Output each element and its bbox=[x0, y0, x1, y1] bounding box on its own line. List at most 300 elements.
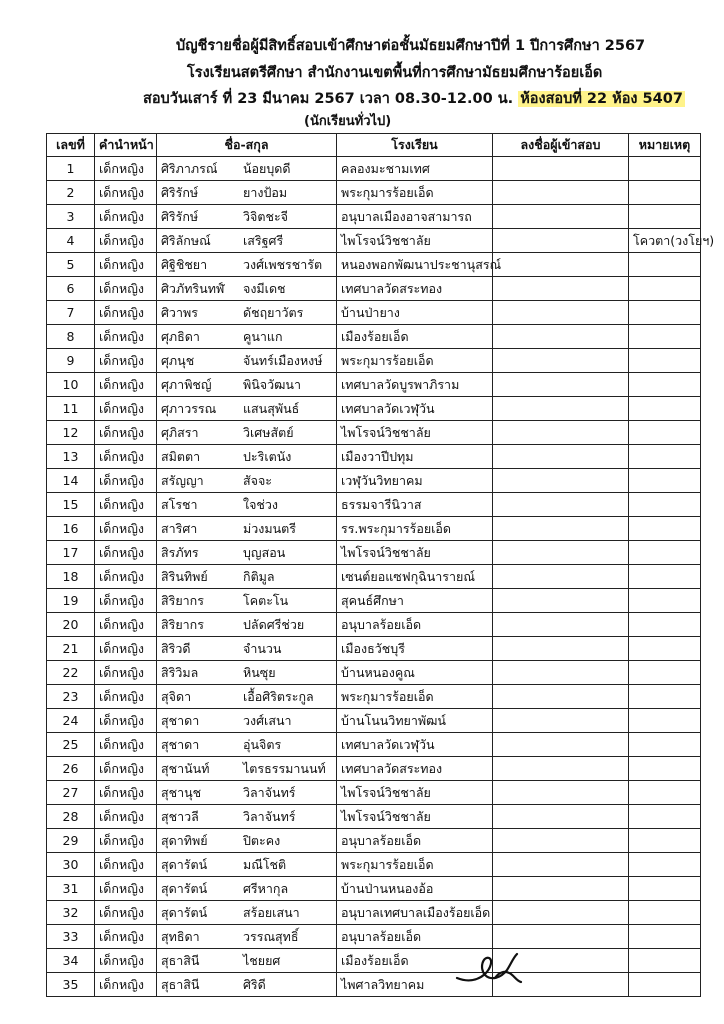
cell-school: ไพโรจน์วิชชาลัย bbox=[337, 421, 493, 445]
cell-school: อนุบาลร้อยเอ็ด bbox=[337, 925, 493, 949]
cell-prefix: เด็กหญิง bbox=[95, 421, 157, 445]
last-name: กิติมูล bbox=[243, 568, 275, 584]
col-header-prefix: คำนำหน้า bbox=[95, 134, 157, 157]
cell-note bbox=[629, 901, 701, 925]
cell-note bbox=[629, 421, 701, 445]
table-row bbox=[47, 277, 701, 301]
cell-no: 4 bbox=[47, 229, 95, 253]
cell-name bbox=[157, 493, 337, 517]
first-name: ศิริลักษณ์ bbox=[161, 232, 211, 248]
table-row bbox=[47, 565, 701, 589]
table-header-row bbox=[47, 134, 701, 157]
table-row bbox=[47, 973, 701, 997]
last-name: ปลัดศรีช่วย bbox=[243, 616, 305, 632]
last-name: จงมีเดช bbox=[243, 280, 286, 296]
cell-school: เทศบาลวัดสระทอง bbox=[337, 757, 493, 781]
cell-name bbox=[157, 901, 337, 925]
cell-note bbox=[629, 541, 701, 565]
last-name: ไตรธรรมานนท์ bbox=[243, 760, 326, 776]
cell-prefix: เด็กหญิง bbox=[95, 445, 157, 469]
col-header-name: ชื่อ-สกุล bbox=[157, 134, 337, 157]
handwritten-signature bbox=[455, 948, 525, 988]
cell-note bbox=[629, 829, 701, 853]
cell-note bbox=[629, 469, 701, 493]
cell-prefix: เด็กหญิง bbox=[95, 397, 157, 421]
last-name: ใจช่วง bbox=[243, 496, 279, 512]
cell-school: บ้านป่ายาง bbox=[337, 301, 493, 325]
cell-school: อนุบาลเทศบาลเมืองร้อยเอ็ด bbox=[337, 901, 493, 925]
cell-name bbox=[157, 397, 337, 421]
cell-note bbox=[629, 733, 701, 757]
cell-name bbox=[157, 469, 337, 493]
cell-sign bbox=[493, 373, 629, 397]
cell-prefix: เด็กหญิง bbox=[95, 229, 157, 253]
cell-note bbox=[629, 949, 701, 973]
cell-prefix: เด็กหญิง bbox=[95, 301, 157, 325]
document-title: บัญชีรายชื่อผู้มีสิทธิ์สอบเข้าศึกษาต่อชั้นมัธยมศึกษาปีที่ 1 ปีการศึกษา 2567 bbox=[176, 38, 646, 54]
cell-prefix: เด็กหญิง bbox=[95, 205, 157, 229]
first-name: สุธาสินี bbox=[161, 976, 200, 992]
cell-no: 11 bbox=[47, 397, 95, 421]
cell-note bbox=[629, 205, 701, 229]
cell-name bbox=[157, 205, 337, 229]
cell-no: 10 bbox=[47, 373, 95, 397]
cell-school: ธรรมจารีนิวาส bbox=[337, 493, 493, 517]
cell-note bbox=[629, 565, 701, 589]
last-name: วรรณสุทธิ์ bbox=[243, 928, 299, 944]
cell-name bbox=[157, 349, 337, 373]
cell-name bbox=[157, 805, 337, 829]
last-name: ศรีหากุล bbox=[243, 880, 289, 896]
cell-no: 3 bbox=[47, 205, 95, 229]
first-name: ศุภนุช bbox=[161, 352, 195, 368]
first-name: สมิตตา bbox=[161, 448, 201, 464]
first-name: ศิวาพร bbox=[161, 304, 198, 320]
cell-school: ไพโรจน์วิชชาลัย bbox=[337, 805, 493, 829]
cell-note bbox=[629, 349, 701, 373]
cell-sign bbox=[493, 349, 629, 373]
cell-sign bbox=[493, 613, 629, 637]
col-header-sign: ลงชื่อผู้เข้าสอบ bbox=[493, 134, 629, 157]
cell-note bbox=[629, 877, 701, 901]
cell-school: อนุบาลร้อยเอ็ด bbox=[337, 829, 493, 853]
cell-note bbox=[629, 589, 701, 613]
cell-sign bbox=[493, 661, 629, 685]
cell-school: พระกุมารร้อยเอ็ด bbox=[337, 349, 493, 373]
cell-school: บ้านป่านหนองอ้อ bbox=[337, 877, 493, 901]
table-row bbox=[47, 805, 701, 829]
cell-name bbox=[157, 445, 337, 469]
table-row bbox=[47, 397, 701, 421]
cell-no: 31 bbox=[47, 877, 95, 901]
cell-no: 24 bbox=[47, 709, 95, 733]
col-header-note: หมายเหตุ bbox=[629, 134, 701, 157]
cell-school: คลองมะชามเทศ bbox=[337, 157, 493, 181]
last-name: บุญสอน bbox=[243, 544, 286, 560]
cell-sign bbox=[493, 805, 629, 829]
first-name: สุจิดา bbox=[161, 688, 192, 704]
cell-school: อนุบาลร้อยเอ็ด bbox=[337, 613, 493, 637]
cell-sign bbox=[493, 421, 629, 445]
table-row bbox=[47, 709, 701, 733]
last-name: วิจิตชะจี bbox=[243, 208, 288, 224]
cell-school: พระกุมารร้อยเอ็ด bbox=[337, 853, 493, 877]
cell-sign bbox=[493, 565, 629, 589]
cell-no: 1 bbox=[47, 157, 95, 181]
cell-note bbox=[629, 781, 701, 805]
last-name: วิเศษสัตย์ bbox=[243, 424, 294, 440]
cell-sign bbox=[493, 877, 629, 901]
cell-school: อนุบาลเมืองอาจสามารถ bbox=[337, 205, 493, 229]
cell-prefix: เด็กหญิง bbox=[95, 349, 157, 373]
cell-prefix: เด็กหญิง bbox=[95, 949, 157, 973]
table-row bbox=[47, 229, 701, 253]
cell-name bbox=[157, 949, 337, 973]
cell-sign bbox=[493, 253, 629, 277]
table-row bbox=[47, 733, 701, 757]
last-name: ปะริเตนัง bbox=[243, 448, 292, 464]
cell-school: ไพโรจน์วิชชาลัย bbox=[337, 541, 493, 565]
first-name: สุดาทิพย์ bbox=[161, 832, 208, 848]
first-name: ศิฐิชิชยา bbox=[161, 256, 208, 272]
cell-prefix: เด็กหญิง bbox=[95, 517, 157, 541]
first-name: สุชานุช bbox=[161, 784, 202, 800]
cell-no: 15 bbox=[47, 493, 95, 517]
last-name: คูนาแก bbox=[243, 328, 283, 344]
cell-note bbox=[629, 685, 701, 709]
cell-prefix: เด็กหญิง bbox=[95, 733, 157, 757]
first-name: สิริยากร bbox=[161, 592, 204, 608]
last-name: วงศ์เสนา bbox=[243, 712, 292, 728]
last-name: ม่วงมนตรี bbox=[243, 520, 296, 536]
cell-name bbox=[157, 229, 337, 253]
cell-sign bbox=[493, 925, 629, 949]
first-name: สุธาสินี bbox=[161, 952, 200, 968]
cell-sign bbox=[493, 469, 629, 493]
cell-note bbox=[629, 757, 701, 781]
last-name: ปิตะคง bbox=[243, 832, 281, 848]
cell-name bbox=[157, 829, 337, 853]
last-name: หินซุย bbox=[243, 664, 276, 680]
cell-school: ไพศาลวิทยาคม bbox=[337, 973, 493, 997]
cell-name bbox=[157, 277, 337, 301]
cell-school: เมืองธวัชบุรี bbox=[337, 637, 493, 661]
cell-note bbox=[629, 637, 701, 661]
cell-note bbox=[629, 373, 701, 397]
cell-name bbox=[157, 565, 337, 589]
cell-school: เซนต์ยอแซฟกุฉินารายณ์ bbox=[337, 565, 493, 589]
cell-prefix: เด็กหญิง bbox=[95, 901, 157, 925]
table-row bbox=[47, 181, 701, 205]
cell-sign bbox=[493, 325, 629, 349]
first-name: ศุภิสรา bbox=[161, 424, 199, 440]
first-name: สิรินทิพย์ bbox=[161, 568, 208, 584]
cell-no: 5 bbox=[47, 253, 95, 277]
table-row bbox=[47, 541, 701, 565]
cell-name bbox=[157, 253, 337, 277]
first-name: สโรชา bbox=[161, 496, 198, 512]
last-name: น้อยบุดดี bbox=[243, 160, 291, 176]
cell-name bbox=[157, 781, 337, 805]
cell-prefix: เด็กหญิง bbox=[95, 973, 157, 997]
cell-name bbox=[157, 421, 337, 445]
cell-prefix: เด็กหญิง bbox=[95, 469, 157, 493]
cell-prefix: เด็กหญิง bbox=[95, 157, 157, 181]
cell-note bbox=[629, 805, 701, 829]
last-name: วิลาจันทร์ bbox=[243, 808, 296, 824]
cell-school: บ้านหนองคูณ bbox=[337, 661, 493, 685]
cell-school: รร.พระกุมารร้อยเอ็ด bbox=[337, 517, 493, 541]
last-name: โคตะโน bbox=[243, 592, 289, 608]
last-name: วิลาจันทร์ bbox=[243, 784, 296, 800]
cell-note bbox=[629, 445, 701, 469]
exam-date-time: สอบวันเสาร์ ที่ 23 มีนาคม 2567 เวลา 08.30-12.00 น. bbox=[143, 91, 514, 107]
last-name: สร้อยเสนา bbox=[243, 904, 300, 920]
last-name: พินิจวัฒนา bbox=[243, 376, 301, 392]
cell-no: 7 bbox=[47, 301, 95, 325]
cell-no: 26 bbox=[47, 757, 95, 781]
cell-name bbox=[157, 613, 337, 637]
cell-prefix: เด็กหญิง bbox=[95, 877, 157, 901]
cell-note bbox=[629, 925, 701, 949]
cell-sign bbox=[493, 397, 629, 421]
cell-sign bbox=[493, 541, 629, 565]
table-row bbox=[47, 757, 701, 781]
table-row bbox=[47, 469, 701, 493]
exam-schedule bbox=[143, 89, 685, 109]
cell-school: เมืองร้อยเอ็ด bbox=[337, 949, 493, 973]
last-name: ศิริดี bbox=[243, 976, 266, 992]
cell-name bbox=[157, 517, 337, 541]
cell-sign bbox=[493, 733, 629, 757]
cell-no: 8 bbox=[47, 325, 95, 349]
cell-prefix: เด็กหญิง bbox=[95, 541, 157, 565]
cell-sign bbox=[493, 205, 629, 229]
first-name: สุดารัตน์ bbox=[161, 880, 208, 896]
cell-sign bbox=[493, 829, 629, 853]
roster-body bbox=[47, 157, 715, 997]
last-name: ดัชฤยาวัตร bbox=[243, 304, 304, 320]
cell-sign bbox=[493, 445, 629, 469]
cell-sign bbox=[493, 157, 629, 181]
cell-note bbox=[629, 661, 701, 685]
cell-no: 34 bbox=[47, 949, 95, 973]
cell-school: ไพโรจน์วิชชาลัย bbox=[337, 229, 493, 253]
first-name: สาริศา bbox=[161, 520, 198, 536]
cell-school: เทศบาลวัดบูรพาภิราม bbox=[337, 373, 493, 397]
table-row bbox=[47, 373, 701, 397]
cell-name bbox=[157, 589, 337, 613]
cell-school: เทศบาลวัดสระทอง bbox=[337, 277, 493, 301]
cell-name bbox=[157, 709, 337, 733]
cell-no: 9 bbox=[47, 349, 95, 373]
table-row bbox=[47, 517, 701, 541]
cell-no: 20 bbox=[47, 613, 95, 637]
first-name: ศิริรักษ์ bbox=[161, 208, 199, 224]
cell-note bbox=[629, 709, 701, 733]
cell-sign bbox=[493, 229, 629, 253]
cell-school: เวฬุวันวิทยาคม bbox=[337, 469, 493, 493]
table-row bbox=[47, 781, 701, 805]
cell-no: 6 bbox=[47, 277, 95, 301]
cell-sign bbox=[493, 901, 629, 925]
table-row bbox=[47, 685, 701, 709]
first-name: สุดารัตน์ bbox=[161, 904, 208, 920]
cell-name bbox=[157, 925, 337, 949]
cell-school: หนองพอกพัฒนาประชานุสรณ์ bbox=[337, 253, 493, 277]
col-header-no: เลขที่ bbox=[47, 134, 95, 157]
cell-name bbox=[157, 733, 337, 757]
cell-prefix: เด็กหญิง bbox=[95, 565, 157, 589]
cell-name bbox=[157, 181, 337, 205]
school-name: โรงเรียนสตรีศึกษา สำนักงานเขตพื้นที่การศึกษามัธยมศึกษาร้อยเอ็ด bbox=[187, 65, 603, 81]
first-name: ศุภธิดา bbox=[161, 328, 200, 344]
table-row bbox=[47, 157, 701, 181]
cell-prefix: เด็กหญิง bbox=[95, 781, 157, 805]
cell-note bbox=[629, 181, 701, 205]
cell-school: เทศบาลวัดเวฬุวัน bbox=[337, 733, 493, 757]
table-row bbox=[47, 301, 701, 325]
cell-name bbox=[157, 637, 337, 661]
cell-no: 30 bbox=[47, 853, 95, 877]
cell-prefix: เด็กหญิง bbox=[95, 805, 157, 829]
last-name: อุ่นจิตร bbox=[243, 736, 282, 752]
cell-sign bbox=[493, 853, 629, 877]
cell-prefix: เด็กหญิง bbox=[95, 493, 157, 517]
cell-name bbox=[157, 853, 337, 877]
cell-no: 33 bbox=[47, 925, 95, 949]
exam-room-highlight: ห้องสอบที่ 22 ห้อง 5407 bbox=[520, 91, 683, 107]
first-name: สุชานันท์ bbox=[161, 760, 210, 776]
cell-name bbox=[157, 757, 337, 781]
first-name: สิริยากร bbox=[161, 616, 204, 632]
cell-sign bbox=[493, 709, 629, 733]
cell-prefix: เด็กหญิง bbox=[95, 853, 157, 877]
cell-sign bbox=[493, 517, 629, 541]
first-name: ศิริภาภรณ์ bbox=[161, 160, 218, 176]
table-row bbox=[47, 421, 701, 445]
cell-no: 16 bbox=[47, 517, 95, 541]
first-name: สิรภัทร bbox=[161, 544, 199, 560]
last-name: ยางป้อม bbox=[243, 184, 288, 200]
cell-school: บ้านโนนวิทยาพัฒน์ bbox=[337, 709, 493, 733]
last-name: ไชยยศ bbox=[243, 952, 281, 968]
cell-note bbox=[629, 325, 701, 349]
cell-school: เมืองร้อยเอ็ด bbox=[337, 325, 493, 349]
first-name: ศุภาวรรณ bbox=[161, 400, 217, 416]
cell-no: 2 bbox=[47, 181, 95, 205]
cell-prefix: เด็กหญิง bbox=[95, 685, 157, 709]
first-name: ศิริรักษ์ bbox=[161, 184, 199, 200]
cell-name bbox=[157, 373, 337, 397]
cell-no: 21 bbox=[47, 637, 95, 661]
table-row bbox=[47, 205, 701, 229]
first-name: สุดารัตน์ bbox=[161, 856, 208, 872]
cell-prefix: เด็กหญิง bbox=[95, 661, 157, 685]
first-name: สิริวดี bbox=[161, 640, 191, 656]
cell-sign bbox=[493, 181, 629, 205]
last-name: เสริฐศรี bbox=[243, 232, 284, 248]
roster-table bbox=[46, 133, 715, 997]
cell-note bbox=[629, 973, 701, 997]
table-row bbox=[47, 349, 701, 373]
cell-name bbox=[157, 877, 337, 901]
table-row bbox=[47, 877, 701, 901]
first-name: สุชาดา bbox=[161, 712, 200, 728]
last-name: วงศ์เพชรชารัต bbox=[243, 256, 323, 272]
cell-prefix: เด็กหญิง bbox=[95, 253, 157, 277]
cell-note bbox=[629, 277, 701, 301]
table-row bbox=[47, 637, 701, 661]
cell-name bbox=[157, 325, 337, 349]
student-category: (นักเรียนทั่วไป) bbox=[304, 114, 392, 129]
cell-sign bbox=[493, 493, 629, 517]
cell-note bbox=[629, 301, 701, 325]
cell-name bbox=[157, 685, 337, 709]
cell-prefix: เด็กหญิง bbox=[95, 925, 157, 949]
cell-sign bbox=[493, 685, 629, 709]
cell-prefix: เด็กหญิง bbox=[95, 373, 157, 397]
last-name: มณีโชติ bbox=[243, 856, 287, 872]
cell-no: 32 bbox=[47, 901, 95, 925]
cell-no: 29 bbox=[47, 829, 95, 853]
table-row bbox=[47, 661, 701, 685]
cell-sign bbox=[493, 277, 629, 301]
table-row bbox=[47, 925, 701, 949]
first-name: ศุภาพิชญ์ bbox=[161, 376, 212, 392]
first-name: ศิวภัทรินทฬ์ bbox=[161, 280, 225, 296]
cell-prefix: เด็กหญิง bbox=[95, 829, 157, 853]
cell-name bbox=[157, 157, 337, 181]
cell-sign bbox=[493, 301, 629, 325]
cell-school: ไพโรจน์วิชชาลัย bbox=[337, 781, 493, 805]
cell-prefix: เด็กหญิง bbox=[95, 589, 157, 613]
cell-prefix: เด็กหญิง bbox=[95, 325, 157, 349]
cell-note: โควตา(วงโยฯ) bbox=[629, 229, 701, 253]
table-row bbox=[47, 949, 701, 973]
cell-no: 17 bbox=[47, 541, 95, 565]
table-row bbox=[47, 829, 701, 853]
first-name: สุชาดา bbox=[161, 736, 200, 752]
cell-prefix: เด็กหญิง bbox=[95, 277, 157, 301]
last-name: จันทร์เมืองหงษ์ bbox=[243, 352, 323, 368]
table-row bbox=[47, 853, 701, 877]
table-row bbox=[47, 445, 701, 469]
cell-prefix: เด็กหญิง bbox=[95, 637, 157, 661]
cell-no: 13 bbox=[47, 445, 95, 469]
cell-note bbox=[629, 397, 701, 421]
first-name: สิริวิมล bbox=[161, 664, 199, 680]
last-name: จำนวน bbox=[243, 640, 282, 656]
cell-school: พระกุมารร้อยเอ็ด bbox=[337, 685, 493, 709]
table-row bbox=[47, 325, 701, 349]
cell-no: 12 bbox=[47, 421, 95, 445]
col-header-school: โรงเรียน bbox=[337, 134, 493, 157]
cell-prefix: เด็กหญิง bbox=[95, 709, 157, 733]
cell-sign bbox=[493, 637, 629, 661]
cell-school: สุคนธ์ศึกษา bbox=[337, 589, 493, 613]
last-name: แสนสุพันธ์ bbox=[243, 400, 300, 416]
cell-sign bbox=[493, 589, 629, 613]
cell-prefix: เด็กหญิง bbox=[95, 181, 157, 205]
cell-sign bbox=[493, 781, 629, 805]
cell-note bbox=[629, 613, 701, 637]
cell-no: 18 bbox=[47, 565, 95, 589]
table-row bbox=[47, 613, 701, 637]
cell-note bbox=[629, 157, 701, 181]
last-name: เอื้อศิริตระกูล bbox=[243, 688, 314, 704]
cell-no: 35 bbox=[47, 973, 95, 997]
